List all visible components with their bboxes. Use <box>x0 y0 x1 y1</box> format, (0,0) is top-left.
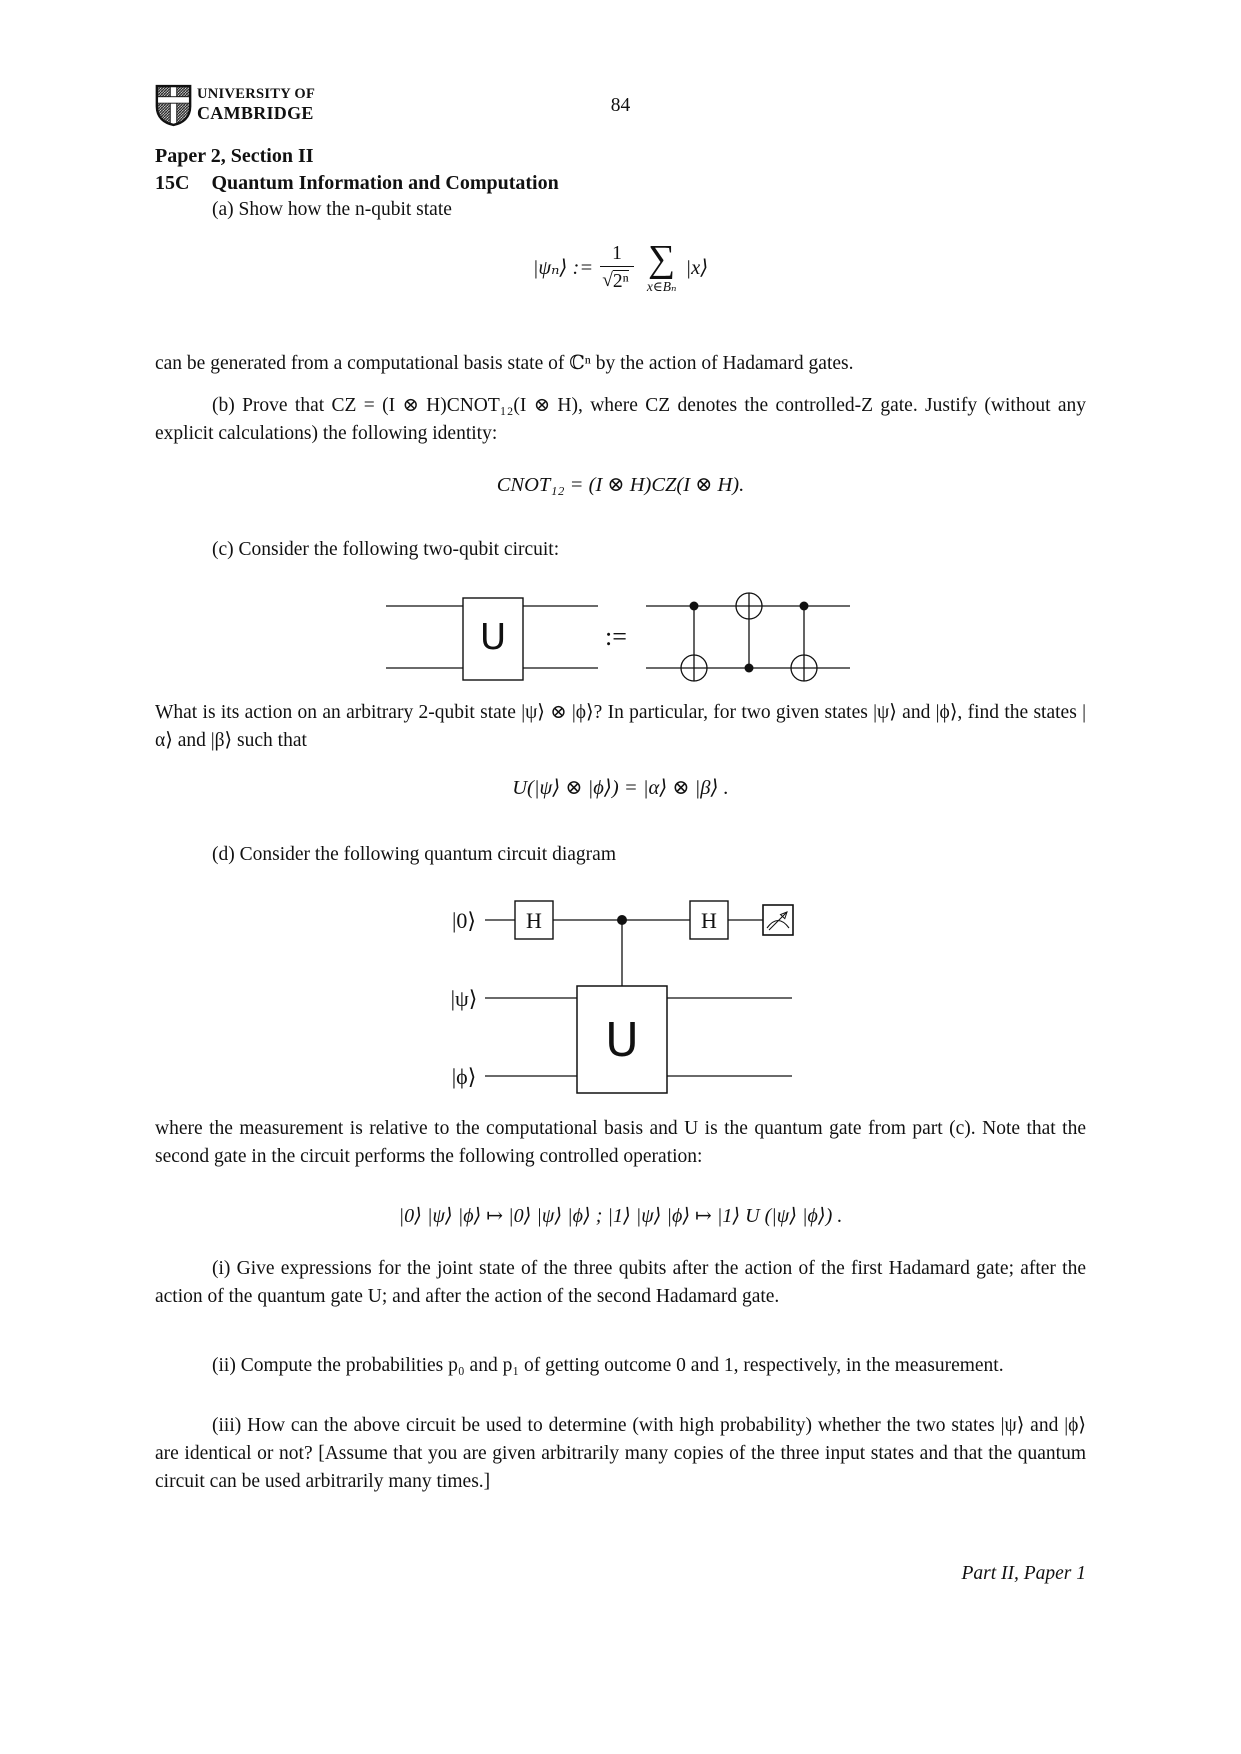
course-code: 15C <box>155 172 190 194</box>
eq-psi-lhs: |ψₙ⟩ := <box>532 256 594 279</box>
para-action: What is its action on an arbitrary 2-qubit state |ψ⟩ ⊗ |ϕ⟩? In particular, for two given states |ψ⟩ and |ϕ⟩, find the states |α⟩ and |β⟩ such that <box>155 702 1086 751</box>
section-title: Paper 2, Section II <box>155 145 314 167</box>
two-qubit-circuit-diagram <box>386 590 850 686</box>
part-a-intro: (a) Show how the n-qubit state <box>212 199 452 220</box>
radical-sign: √ <box>602 269 613 291</box>
university-line2: CAMBRIDGE <box>197 103 314 123</box>
controlled-u-gate-label: U <box>605 1013 639 1067</box>
equation-controlled-operation: |0⟩ |ψ⟩ |ϕ⟩ ↦ |0⟩ |ψ⟩ |ϕ⟩ ; |1⟩ |ψ⟩ |ϕ⟩ ↦ |1⟩ U (|ψ⟩ |ϕ⟩) . <box>398 1205 843 1227</box>
ket-phi-label: |ϕ⟩ <box>451 1064 477 1089</box>
part-c-intro: (c) Consider the following two-qubit circuit: <box>212 539 560 560</box>
footer-text: Part II, Paper 1 <box>961 1563 1086 1584</box>
three-qubit-circuit-diagram <box>440 893 800 1098</box>
part-d-intro: (d) Consider the following quantum circuit diagram <box>212 844 616 865</box>
hadamard-label-2: H <box>701 908 717 933</box>
sigma-subscript: x∈Bₙ <box>646 279 677 294</box>
part-iii-paragraph: (iii) How can the above circuit be used to determine (with high probability) whether the two states |ψ⟩ and |ϕ⟩ are identical or not? [Assume that you are given arbitrarily many copies of the three input states and that the quantum circuit can be used arbitrarily many times.] <box>155 1415 1086 1492</box>
control-dot <box>745 664 754 673</box>
part-i-paragraph: (i) Give expressions for the joint state of the three qubits after the action of the first Hadamard gate; after the action of the quantum gate U; and after the action of the second Hadamard gate. <box>155 1258 1086 1307</box>
hadamard-label-1: H <box>526 908 542 933</box>
equation-cnot: CNOT₁₂ = (I ⊗ H)CZ(I ⊗ H). <box>496 474 745 496</box>
para-measurement: where the measurement is relative to the computational basis and U is the quantum gate from part (c). Note that the second gate in the circuit performs the following controlled operation: <box>155 1118 1086 1167</box>
university-line1: UNIVERSITY OF <box>197 86 316 102</box>
equation-u-action: U(|ψ⟩ ⊗ |ϕ⟩) = |α⟩ ⊗ |β⟩ . <box>512 777 729 799</box>
control-dot <box>800 602 809 611</box>
u-gate-label: U <box>479 617 507 658</box>
fraction-denominator <box>600 266 634 293</box>
control-dot <box>690 602 699 611</box>
radicand: 2ⁿ <box>612 270 629 292</box>
para-generated: can be generated from a computational basis state of ℂⁿ by the action of Hadamard gates. <box>155 353 854 374</box>
defined-as-symbol: := <box>605 622 627 651</box>
course-title-row <box>155 170 1086 196</box>
course-name: Quantum Information and Computation <box>211 172 559 194</box>
ket-psi-label: |ψ⟩ <box>450 986 478 1011</box>
fraction-numerator: 1 <box>612 242 622 264</box>
eq-psi-rhs: |x⟩ <box>685 256 709 279</box>
part-ii-paragraph: (ii) Compute the probabilities p₀ and p₁ of getting outcome 0 and 1, respectively, in the measurement. <box>212 1355 1004 1376</box>
page-number: 84 <box>610 95 631 116</box>
ket-zero-label: |0⟩ <box>452 908 476 933</box>
part-b-paragraph: (b) Prove that CZ = (I ⊗ H)CNOT₁₂(I ⊗ H), where CZ denotes the controlled-Z gate. Justify (without any explicit calculations) the following identity: <box>155 395 1086 444</box>
summation <box>647 240 677 294</box>
sigma-symbol: ∑ <box>648 238 676 280</box>
equation-psi-n <box>155 240 1086 294</box>
eq-psi-fraction <box>600 242 634 293</box>
